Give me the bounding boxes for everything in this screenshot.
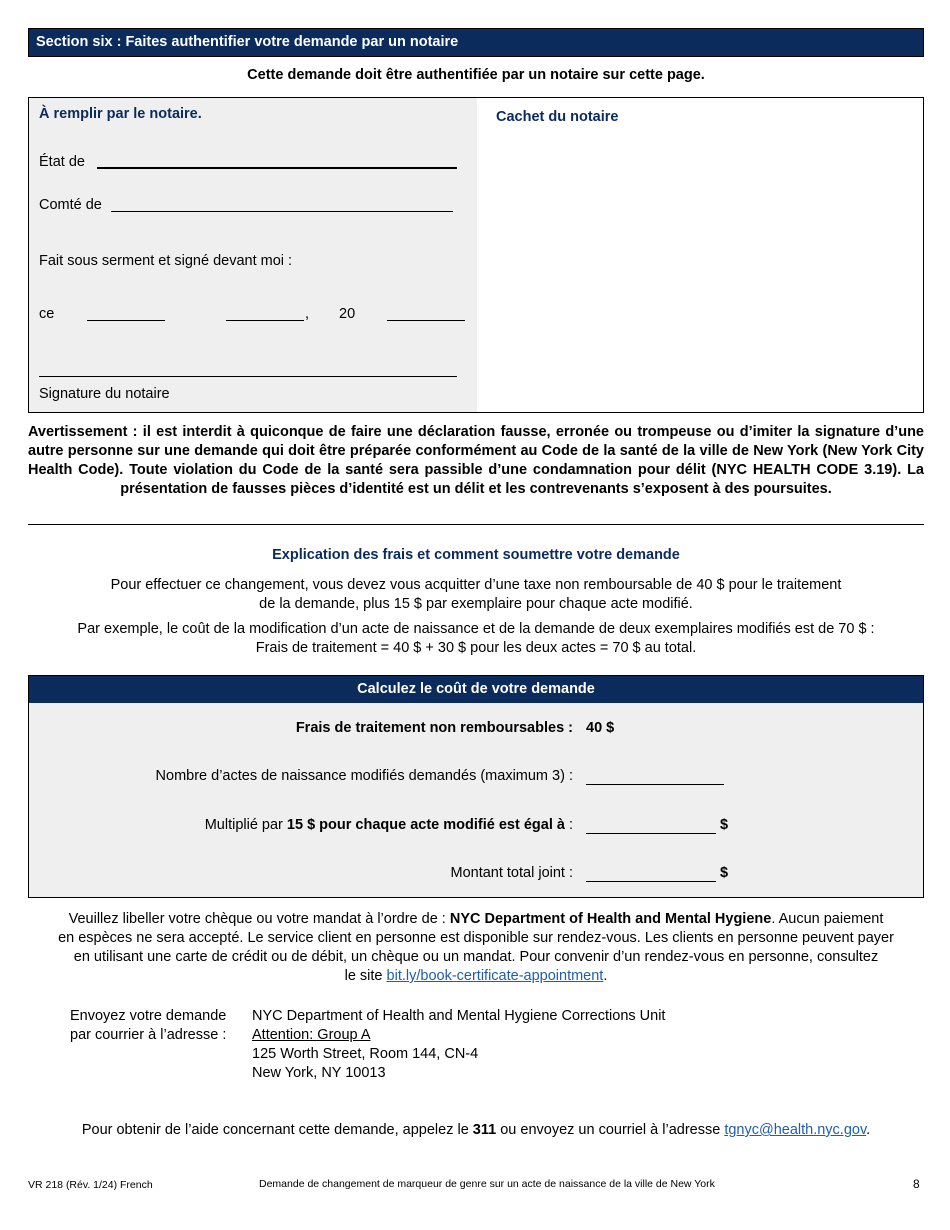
multiply-prefix: Multiplié par [204, 817, 287, 833]
address-line-3: 125 Worth Street, Room 144, CN-4 [252, 1046, 479, 1062]
mail-label-line1: Envoyez votre demande [70, 1008, 227, 1024]
fees-heading: Explication des frais et comment soumettre votre demande [272, 547, 680, 563]
notary-instruction: Cette demande doit être authentifiée par un notaire sur cette page. [247, 67, 705, 83]
multiply-suffix: : [564, 817, 573, 833]
state-label: État de [39, 154, 85, 170]
help-email-link[interactable]: tgnyc@health.nyc.gov [724, 1122, 867, 1138]
help-post: . [866, 1122, 871, 1138]
count-field[interactable] [586, 784, 724, 785]
mail-label-line2: par courrier à l’adresse : [70, 1027, 227, 1043]
help-pre: Pour obtenir de l’aide concernant cette demande, appelez le [81, 1122, 473, 1138]
mail-address [252, 1007, 665, 1083]
total-field[interactable] [586, 881, 716, 882]
page-number: 8 [913, 1177, 920, 1191]
state-field[interactable] [97, 167, 457, 169]
sworn-label: Fait sous serment et signé devant moi : [39, 253, 293, 269]
payment-post: . Aucun paiement [771, 911, 884, 927]
fees-p1-line1: Pour effectuer ce changement, vous devez vous acquitter d’une taxe non remboursable de 40 $ pour le traitement [110, 577, 842, 593]
footer-doc-title: Demande de changement de marqueur de genre sur un acte de naissance de la ville de New York [259, 1178, 715, 1190]
address-line-4: New York, NY 10013 [252, 1065, 386, 1081]
total-label: Montant total joint : [450, 865, 573, 881]
notary-box [28, 97, 924, 413]
fees-p1-line2: de la demande, plus 15 $ par exemplaire pour chaque acte modifié. [259, 596, 693, 612]
county-label: Comté de [39, 197, 102, 213]
fees-paragraph-1 [28, 576, 924, 614]
payment-line-1 [20, 910, 932, 929]
fee-value: 40 $ [586, 720, 615, 736]
notary-stamp-label: Cachet du notaire [496, 109, 619, 125]
footer-form-id: VR 218 (Rév. 1/24) French [28, 1179, 153, 1191]
payment-pre: Veuillez libeller votre chèque ou votre mandat à l’ordre de : [68, 911, 450, 927]
payment-site-suffix: . [603, 968, 608, 984]
help-line [20, 1122, 932, 1138]
payment-line-4 [20, 967, 932, 986]
payment-site-prefix: le site [344, 968, 387, 984]
calculator-box [28, 703, 924, 898]
day-field[interactable] [87, 320, 165, 321]
section-six-header [28, 28, 924, 57]
total-currency: $ [720, 865, 729, 881]
year-prefix: 20 [339, 306, 356, 322]
county-field[interactable] [111, 211, 453, 212]
day-prefix: ce [39, 306, 55, 322]
fees-p2-line1: Par exemple, le coût de la modification d’un acte de naissance et de la demande de deux exemplaires modifiés est de 70 $ : [77, 621, 875, 637]
fees-paragraph-2 [28, 620, 924, 658]
multiply-currency: $ [720, 817, 729, 833]
year-field[interactable] [387, 320, 465, 321]
section-title: Section six : Faites authentifier votre demande par un notaire [36, 34, 459, 50]
mail-label [70, 1007, 226, 1045]
help-mid: ou envoyez un courriel à l’adresse [496, 1122, 725, 1138]
address-line-1: NYC Department of Health and Mental Hygiene Corrections Unit [252, 1008, 666, 1024]
calculator-header [28, 675, 924, 704]
payment-line-2: en espèces ne sera accepté. Le service client en personne est disponible sur rendez-vous. Les clients en personne peuvent payer [58, 930, 894, 946]
notary-fill-heading: À remplir par le notaire. [39, 106, 202, 122]
address-line-2: Attention: Group A [252, 1027, 371, 1043]
fees-p2-line2: Frais de traitement = 40 $ + 30 $ pour les deux actes = 70 $ au total. [255, 640, 697, 656]
multiply-bold: 15 $ pour chaque acte modifié est égal à [286, 817, 565, 833]
payment-line-3: en utilisant une carte de crédit ou de débit, un chèque ou un mandat. Pour convenir d’un rendez-vous en personne, consultez [73, 949, 879, 965]
fee-label: Frais de traitement non remboursables : [295, 720, 573, 736]
multiply-label [205, 817, 573, 833]
legal-warning: Avertissement : il est interdit à quiconque de faire une déclaration fausse, erronée ou trompeuse ou d’imiter la signature d’une autre personne sur une demande qui doit être préparée conformément au Code de la santé de la ville de New York (New York City Health Code). Toute violation du Code de la santé sera passible d’une condamnation pour délit (NYC HEALTH CODE 3.19). La présentation de fausses pièces d’identité est un délit et les contrevenants s’exposent à des poursuites. [28, 424, 924, 497]
count-label: Nombre d’actes de naissance modifiés demandés (maximum 3) : [155, 768, 573, 784]
notary-signature-line[interactable] [39, 376, 457, 377]
help-phone: 311 [472, 1122, 497, 1138]
signature-label: Signature du notaire [39, 386, 170, 402]
date-comma: , [305, 306, 310, 322]
payment-payee: NYC Department of Health and Mental Hygiene [449, 911, 772, 927]
divider [28, 524, 924, 525]
appointment-link[interactable]: bit.ly/book-certificate-appointment [386, 968, 604, 984]
month-field[interactable] [226, 320, 304, 321]
multiply-field[interactable] [586, 833, 716, 834]
calculator-title: Calculez le coût de votre demande [357, 681, 595, 697]
payment-info [20, 910, 932, 986]
notary-stamp-area[interactable] [489, 134, 915, 404]
